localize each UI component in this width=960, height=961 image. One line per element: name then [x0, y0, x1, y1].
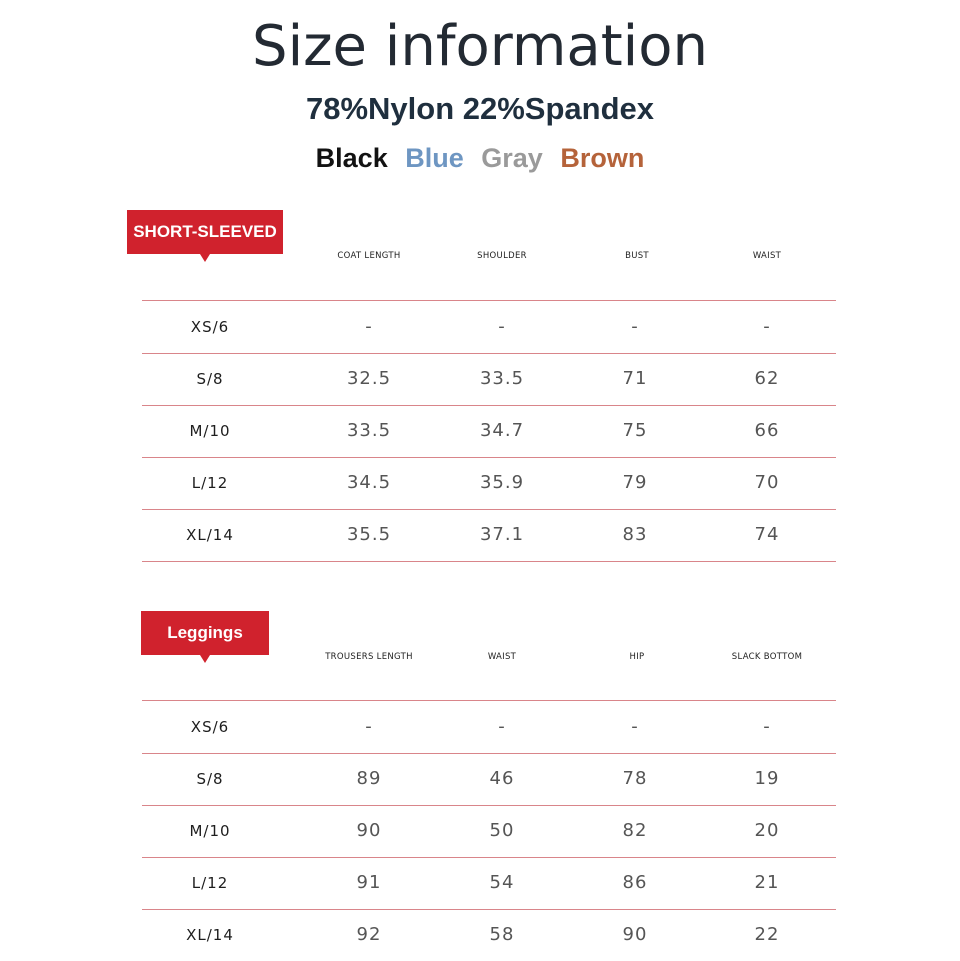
table-cell: 54 [489, 872, 515, 893]
table-cell: - [498, 716, 506, 737]
color-blue: Blue [405, 143, 464, 173]
color-black: Black [315, 143, 388, 173]
table-cell: 86 [622, 872, 648, 893]
table-cell: 19 [754, 768, 780, 789]
table-cell: - [365, 716, 373, 737]
table-cell: - [631, 716, 639, 737]
table-row [0, 909, 960, 961]
short-sleeved-badge: SHORT-SLEEVED [127, 210, 283, 254]
table-cell: 34.7 [479, 420, 525, 441]
table-cell: 70 [754, 472, 780, 493]
table-cell: 22 [754, 924, 780, 945]
size-label: M/10 [189, 422, 231, 440]
size-label: XS/6 [190, 318, 230, 336]
table-row [0, 753, 960, 805]
page-title: Size information [252, 14, 708, 79]
table-cell: - [365, 316, 373, 337]
table-cell: 71 [622, 368, 648, 389]
table-cell: 37.1 [479, 524, 525, 545]
table-cell: 62 [754, 368, 780, 389]
table-row [0, 405, 960, 457]
table-cell: 58 [489, 924, 515, 945]
color-options [0, 141, 960, 175]
column-header: BUST [625, 251, 649, 261]
color-brown: Brown [560, 143, 645, 173]
table-cell: 35.5 [346, 524, 392, 545]
table-cell: 33.5 [479, 368, 525, 389]
column-header: HIP [629, 652, 645, 662]
size-label: XL/14 [186, 926, 234, 944]
table-cell: 33.5 [346, 420, 392, 441]
table-cell: 89 [356, 768, 382, 789]
column-header: SLACK BOTTOM [731, 652, 803, 662]
column-header: TROUSERS LENGTH [325, 652, 413, 662]
column-header: WAIST [752, 251, 782, 261]
table-cell: 91 [356, 872, 382, 893]
table-cell: 50 [489, 820, 515, 841]
table-cell: 82 [622, 820, 648, 841]
size-label: S/8 [196, 770, 224, 788]
table-cell: 34.5 [346, 472, 392, 493]
table-cell: 46 [489, 768, 515, 789]
column-header: COAT LENGTH [337, 251, 401, 261]
table-row [0, 457, 960, 509]
table-cell: 74 [754, 524, 780, 545]
column-header: SHOULDER [477, 251, 527, 261]
table-cell: - [763, 316, 771, 337]
table-row [0, 353, 960, 405]
table-cell: 35.9 [479, 472, 525, 493]
table-cell: 21 [754, 872, 780, 893]
size-label: S/8 [196, 370, 224, 388]
table-cell: 78 [622, 768, 648, 789]
size-label: L/12 [191, 874, 229, 892]
table-cell: 83 [622, 524, 648, 545]
table-cell: 92 [356, 924, 382, 945]
table-row [0, 857, 960, 909]
size-label: XS/6 [190, 718, 230, 736]
table-cell: - [631, 316, 639, 337]
table-divider [142, 561, 836, 562]
table-cell: 90 [622, 924, 648, 945]
table-cell: 20 [754, 820, 780, 841]
table-cell: 32.5 [346, 368, 392, 389]
table-cell: 75 [622, 420, 648, 441]
table-cell: - [763, 716, 771, 737]
table-row [0, 301, 960, 353]
size-label: XL/14 [186, 526, 234, 544]
color-gray: Gray [481, 143, 543, 173]
material-composition: 78%Nylon 22%Spandex [305, 91, 655, 126]
size-label: L/12 [191, 474, 229, 492]
leggings-badge: Leggings [141, 611, 269, 655]
table-cell: 66 [754, 420, 780, 441]
column-header: WAIST [487, 652, 517, 662]
table-row [0, 509, 960, 561]
size-label: M/10 [189, 822, 231, 840]
table-row [0, 701, 960, 753]
table-row [0, 805, 960, 857]
table-cell: - [498, 316, 506, 337]
table-cell: 79 [622, 472, 648, 493]
table-cell: 90 [356, 820, 382, 841]
